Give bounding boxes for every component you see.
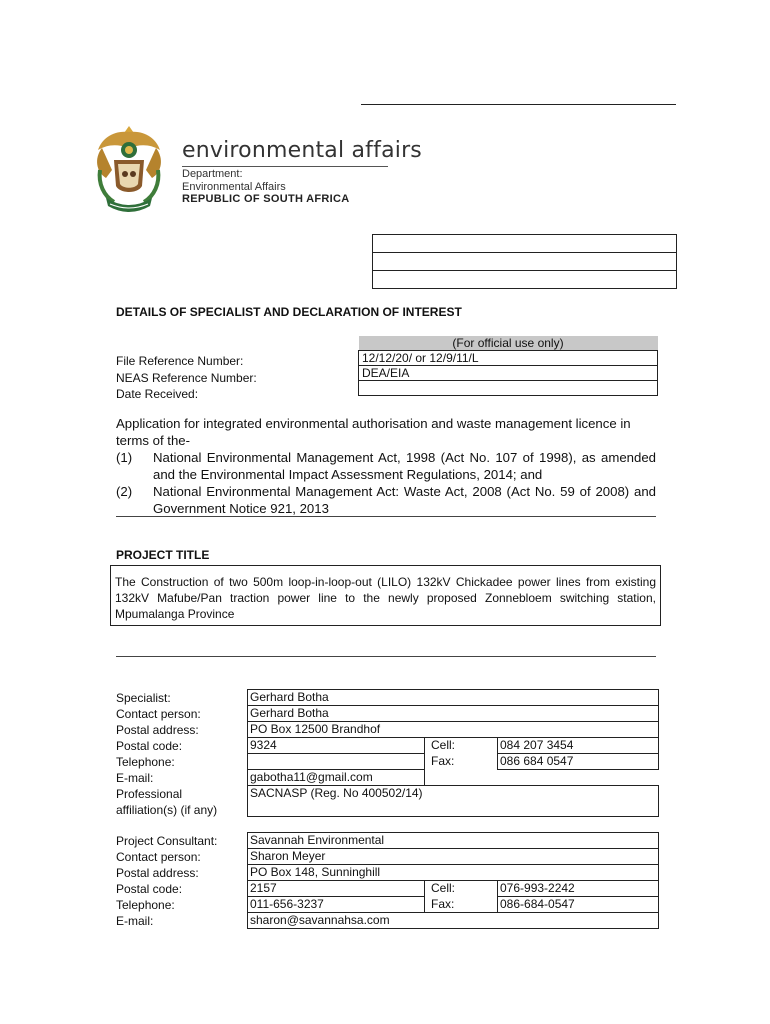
item-number: (1) [116, 450, 133, 465]
date-received-label: Date Received: [116, 387, 199, 401]
telephone-label: Telephone: [116, 898, 175, 912]
postal-code-label: Postal code: [116, 739, 183, 753]
item-text: National Environmental Management Act, 1998 (Act No. 107 of 1998), as amended and the Environmental Impact Assessment Regulations, 2014; and [153, 450, 656, 482]
specialist-grid [247, 689, 659, 817]
specialist-contact-field[interactable]: Gerhard Botha [247, 705, 659, 722]
application-intro: Application for integrated environmental authorisation and waste management licence in terms of the- [116, 416, 631, 448]
consultant-cell-fax-labels [424, 880, 498, 913]
consultant-cell-field[interactable]: 076-993-2242 [497, 880, 659, 897]
email-label: E-mail: [116, 914, 154, 928]
cell-label: Cell: [431, 881, 456, 895]
reference-table [358, 336, 658, 396]
specialist-cell-fax-labels [424, 737, 498, 770]
specialist-cell-field[interactable]: 084 207 3454 [497, 737, 659, 754]
blank-row[interactable] [373, 271, 676, 288]
postal-address-label: Postal address: [116, 723, 199, 737]
brand-department-label: Department: [182, 168, 243, 180]
consultant-email-field[interactable]: sharon@savannahsa.com [247, 912, 659, 929]
consultant-postal-code-field[interactable]: 2157 [247, 880, 425, 897]
file-ref-value[interactable]: 12/12/20/ or 12/9/11/L [359, 351, 658, 366]
consultant-labels [116, 833, 217, 929]
section-divider [116, 656, 656, 657]
specialist-postal-code-field[interactable]: 9324 [247, 737, 425, 754]
item-text: National Environmental Management Act: Waste Act, 2008 (Act No. 59 of 2008) and Government Notice 921, 2013 [153, 484, 656, 516]
specialist-email-field[interactable]: gabotha11@gmail.com [247, 769, 425, 786]
specialist-name-field[interactable]: Gerhard Botha [247, 689, 659, 706]
contact-label: Contact person: [116, 850, 201, 864]
brand-title: environmental affairs [182, 138, 422, 163]
specialist-fax-field[interactable]: 086 684 0547 [497, 753, 659, 770]
brand-country: REPUBLIC OF SOUTH AFRICA [182, 193, 350, 205]
telephone-label: Telephone: [116, 755, 175, 769]
brand-department-name: Environmental Affairs [182, 181, 286, 193]
consultant-fax-field[interactable]: 086-684-0547 [497, 896, 659, 913]
application-item [116, 449, 656, 483]
email-label: E-mail: [116, 771, 154, 785]
coat-of-arms-logo [92, 120, 166, 216]
neas-ref-label: NEAS Reference Number: [116, 370, 257, 385]
affiliation-label: Professional [116, 787, 183, 801]
affiliation-label: affiliation(s) (if any) [116, 803, 218, 817]
specialist-telephone-field[interactable] [247, 753, 425, 770]
fax-label: Fax: [431, 754, 455, 768]
consultant-name-field[interactable]: Savannah Environmental [247, 832, 659, 849]
top-signature-line [361, 104, 676, 105]
consultant-telephone-field[interactable]: 011-656-3237 [247, 896, 425, 913]
page-heading: DETAILS OF SPECIALIST AND DECLARATION OF INTEREST [116, 305, 462, 319]
cell-label: Cell: [431, 738, 456, 752]
application-text [116, 415, 656, 517]
official-blank-box [372, 234, 677, 289]
date-received-value[interactable] [359, 381, 658, 396]
application-item [116, 483, 656, 517]
specialist-postal-address-field[interactable]: PO Box 12500 Brandhof [247, 721, 659, 738]
file-ref-label: File Reference Number: [116, 354, 244, 368]
neas-ref-value[interactable]: DEA/EIA [359, 366, 658, 381]
fax-label: Fax: [431, 897, 455, 911]
official-use-header: (For official use only) [359, 336, 658, 351]
postal-address-label: Postal address: [116, 866, 199, 880]
consultant-grid [247, 832, 659, 929]
consultant-contact-field[interactable]: Sharon Meyer [247, 848, 659, 865]
specialist-labels [116, 690, 217, 818]
blank-row[interactable] [373, 235, 676, 253]
reference-labels [116, 353, 257, 403]
item-number: (2) [116, 484, 133, 499]
project-title-box[interactable]: The Construction of two 500m loop-in-loop-out (LILO) 132kV Chickadee power lines from existing 132kV Mafube/Pan traction power line to the newly proposed Zonnebloem switching station, Mpumalanga Province [110, 565, 661, 626]
specialist-label: Specialist: [116, 691, 171, 705]
brand-divider [182, 166, 388, 167]
consultant-postal-address-field[interactable]: PO Box 148, Sunninghill [247, 864, 659, 881]
project-title-heading: PROJECT TITLE [116, 548, 210, 562]
section-divider [116, 516, 656, 517]
contact-label: Contact person: [116, 707, 201, 721]
blank-row[interactable] [373, 253, 676, 271]
postal-code-label: Postal code: [116, 882, 183, 896]
consultant-label: Project Consultant: [116, 834, 218, 848]
specialist-affiliation-field[interactable]: SACNASP (Reg. No 400502/14) [247, 785, 659, 817]
